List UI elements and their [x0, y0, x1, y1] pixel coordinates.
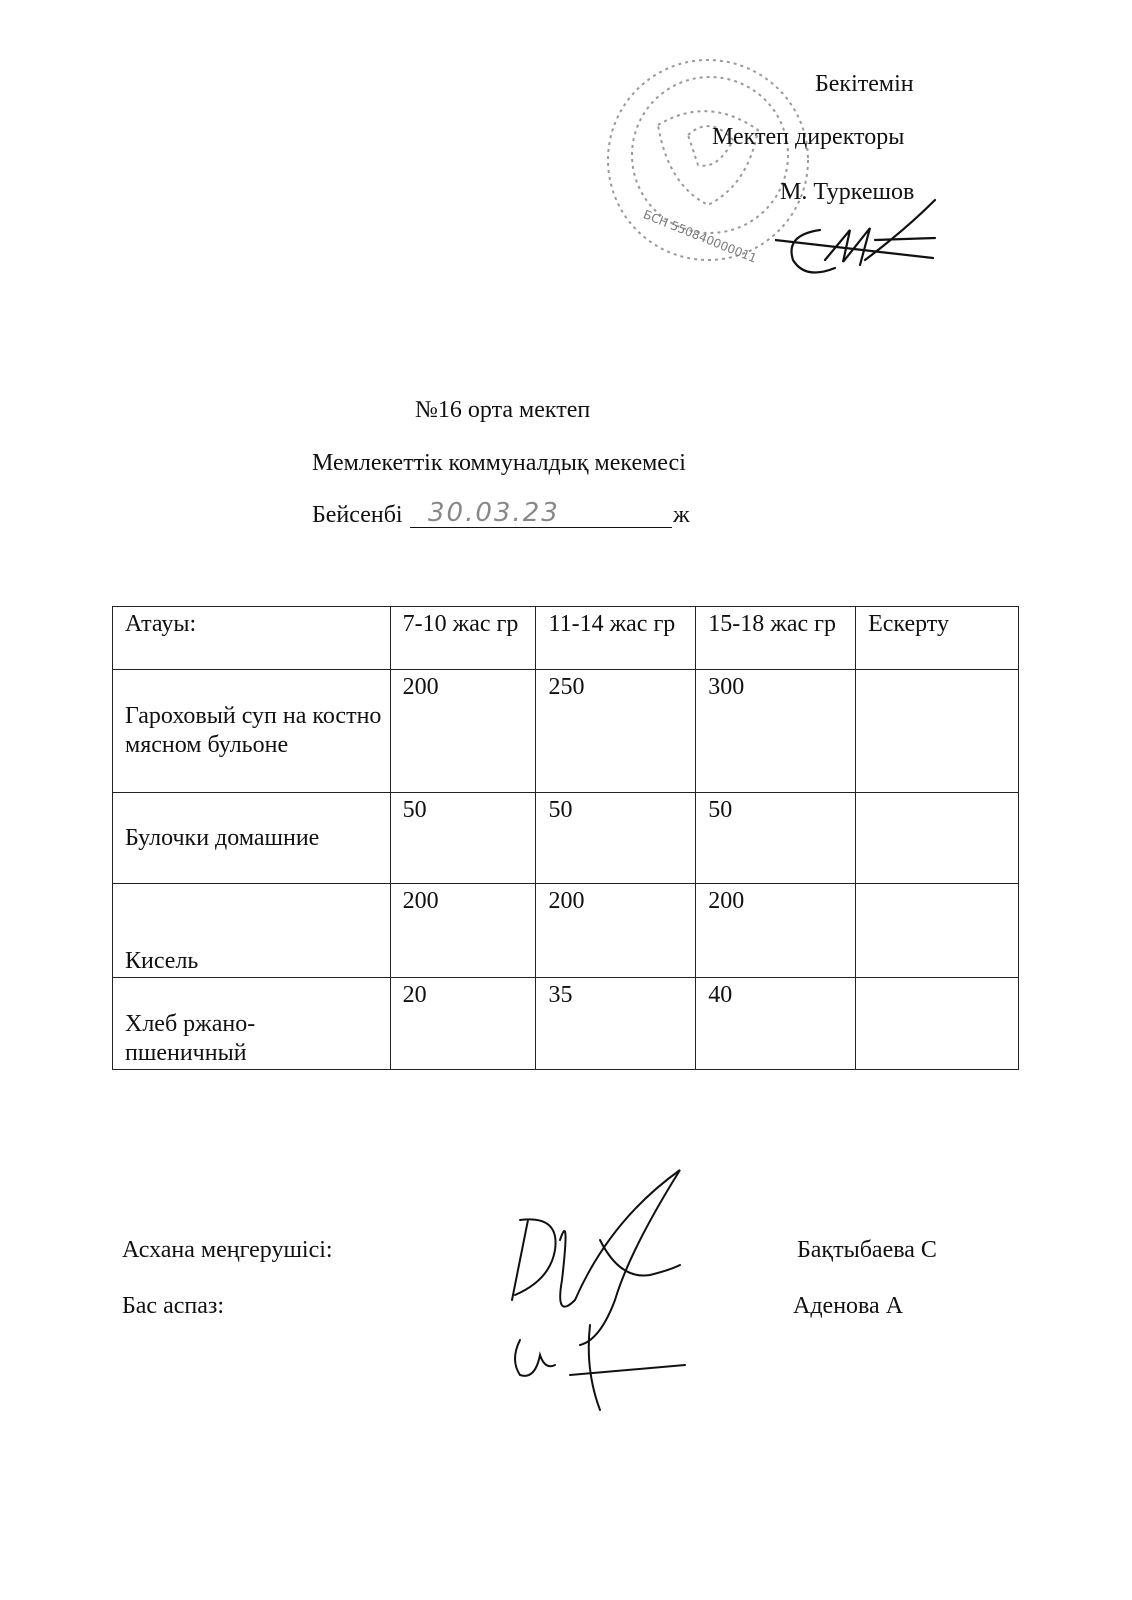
- table-row: [113, 884, 1019, 978]
- table-row: [113, 793, 1019, 884]
- portion-7-10: 50: [390, 793, 536, 884]
- dish-name: Хлеб ржано-пшеничный: [125, 1011, 256, 1066]
- table-row: [113, 978, 1019, 1070]
- dish-name: Булочки домашние: [125, 825, 320, 851]
- column-header-note: Ескерту: [856, 607, 1019, 670]
- stamp-bin-text: БСН 550840000011: [641, 207, 759, 266]
- dish-name-cell: [113, 670, 391, 793]
- portion-11-14: 50: [536, 793, 696, 884]
- note-cell: [856, 978, 1019, 1070]
- column-header-age-11-14: 11-14 жас гр: [536, 607, 696, 670]
- portion-15-18: 200: [696, 884, 856, 978]
- handwritten-date: 30.03.23: [428, 498, 560, 528]
- portion-11-14: 200: [536, 884, 696, 978]
- menu-table: [112, 606, 1019, 1070]
- kitchen-head-label: Асхана меңгерушісі:: [122, 1237, 333, 1263]
- column-header-age-15-18: 15-18 жас гр: [696, 607, 856, 670]
- portion-11-14: 35: [536, 978, 696, 1070]
- approval-title: Бекітемін: [815, 71, 914, 97]
- approval-name: М. Туркешов: [780, 179, 915, 205]
- portion-11-14: 250: [536, 670, 696, 793]
- portion-15-18: 300: [696, 670, 856, 793]
- school-name: №16 орта мектеп: [415, 397, 591, 423]
- dish-name-cell: [113, 884, 391, 978]
- note-cell: [856, 793, 1019, 884]
- approval-position: Мектеп директоры: [712, 124, 905, 150]
- portion-7-10: 200: [390, 884, 536, 978]
- staff-signatures: [500, 1160, 690, 1420]
- table-row: [113, 670, 1019, 793]
- director-signature: [775, 190, 945, 285]
- institution-name: Мемлекеттік коммуналдық мекемесі: [312, 450, 686, 476]
- dish-name: Кисель: [125, 948, 199, 974]
- portion-7-10: 200: [390, 670, 536, 793]
- dish-name-cell: [113, 978, 391, 1070]
- portion-15-18: 50: [696, 793, 856, 884]
- column-header-name: Атауы:: [113, 607, 391, 670]
- portion-7-10: 20: [390, 978, 536, 1070]
- kitchen-head-name: Бақтыбаева С: [797, 1237, 937, 1263]
- dish-name: Гароховый суп на костно мясном бульоне: [125, 703, 382, 758]
- chef-label: Бас аспаз:: [122, 1293, 225, 1319]
- portion-15-18: 40: [696, 978, 856, 1070]
- chef-name: Аденова А: [793, 1293, 904, 1319]
- day-label: Бейсенбі: [312, 502, 403, 528]
- note-cell: [856, 670, 1019, 793]
- column-header-age-7-10: 7-10 жас гр: [390, 607, 536, 670]
- dish-name-cell: [113, 793, 391, 884]
- table-header-row: [113, 607, 1019, 670]
- note-cell: [856, 884, 1019, 978]
- year-suffix: ж: [673, 502, 690, 528]
